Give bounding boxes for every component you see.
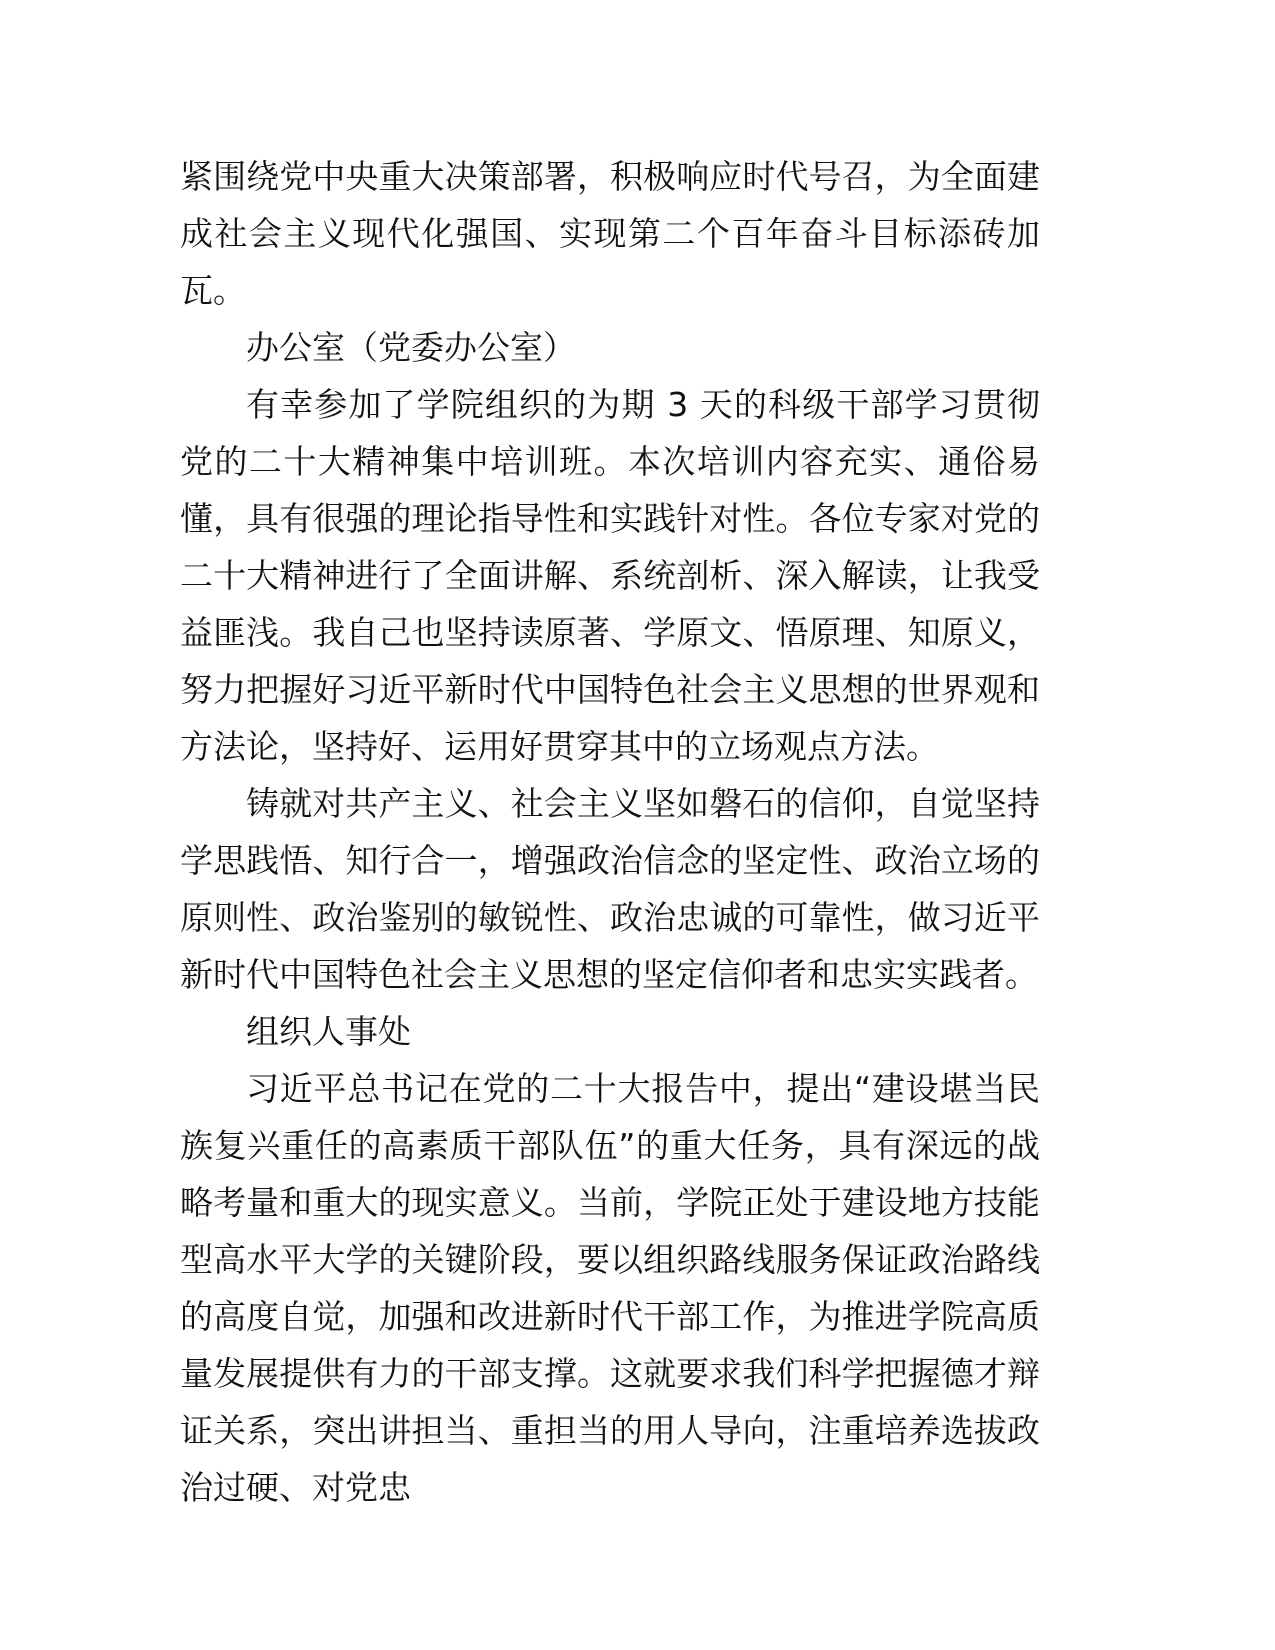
paragraph-belief: 铸就对共产主义、社会主义坚如磐石的信仰，自觉坚持学思践悟、知行合一，增强政治信念的坚定性、政治立场的原则性、政治鉴别的敏锐性、政治忠诚的可靠性，做习近平新时代中国特色社会主义思想的坚定信仰者和忠实实践者。 xyxy=(180,784,1040,994)
section-heading-personnel: 组织人事处 xyxy=(246,1012,411,1051)
paragraph-personnel-body: 习近平总书记在党的二十大报告中，提出“建设堪当民族复兴重任的高素质干部队伍”的重大任务，具有深远的战略考量和重大的现实意义。当前，学院正处于建设地方技能型高水平大学的关键阶段，要以组织路线服务保证政治路线的高度自觉，加强和改进新时代干部工作，为推进学院高质量发展提供有力的干部支撑。这就要求我们科学把握德才辩证关系，突出讲担当、重担当的用人导向，注重培养选拔政治过硬、对党忠 xyxy=(180,1069,1040,1507)
section-heading-office: 办公室（党委办公室） xyxy=(246,328,576,367)
document-body xyxy=(180,148,1040,1516)
paragraph-training-summary: 有幸参加了学院组织的为期 3 天的科级干部学习贯彻党的二十大精神集中培训班。本次培训内容充实、通俗易懂，具有很强的理论指导性和实践针对性。各位专家对党的二十大精神进行了全面讲解、系统剖析、深入解读，让我受益匪浅。我自己也坚持读原著、学原文、悟原理、知原义，努力把握好习近平新时代中国特色社会主义思想的世界观和方法论，坚持好、运用好贯穿其中的立场观点方法。 xyxy=(180,385,1040,766)
paragraph-continuation: 紧围绕党中央重大决策部署，积极响应时代号召，为全面建成社会主义现代化强国、实现第二个百年奋斗目标添砖加瓦。 xyxy=(180,157,1040,310)
